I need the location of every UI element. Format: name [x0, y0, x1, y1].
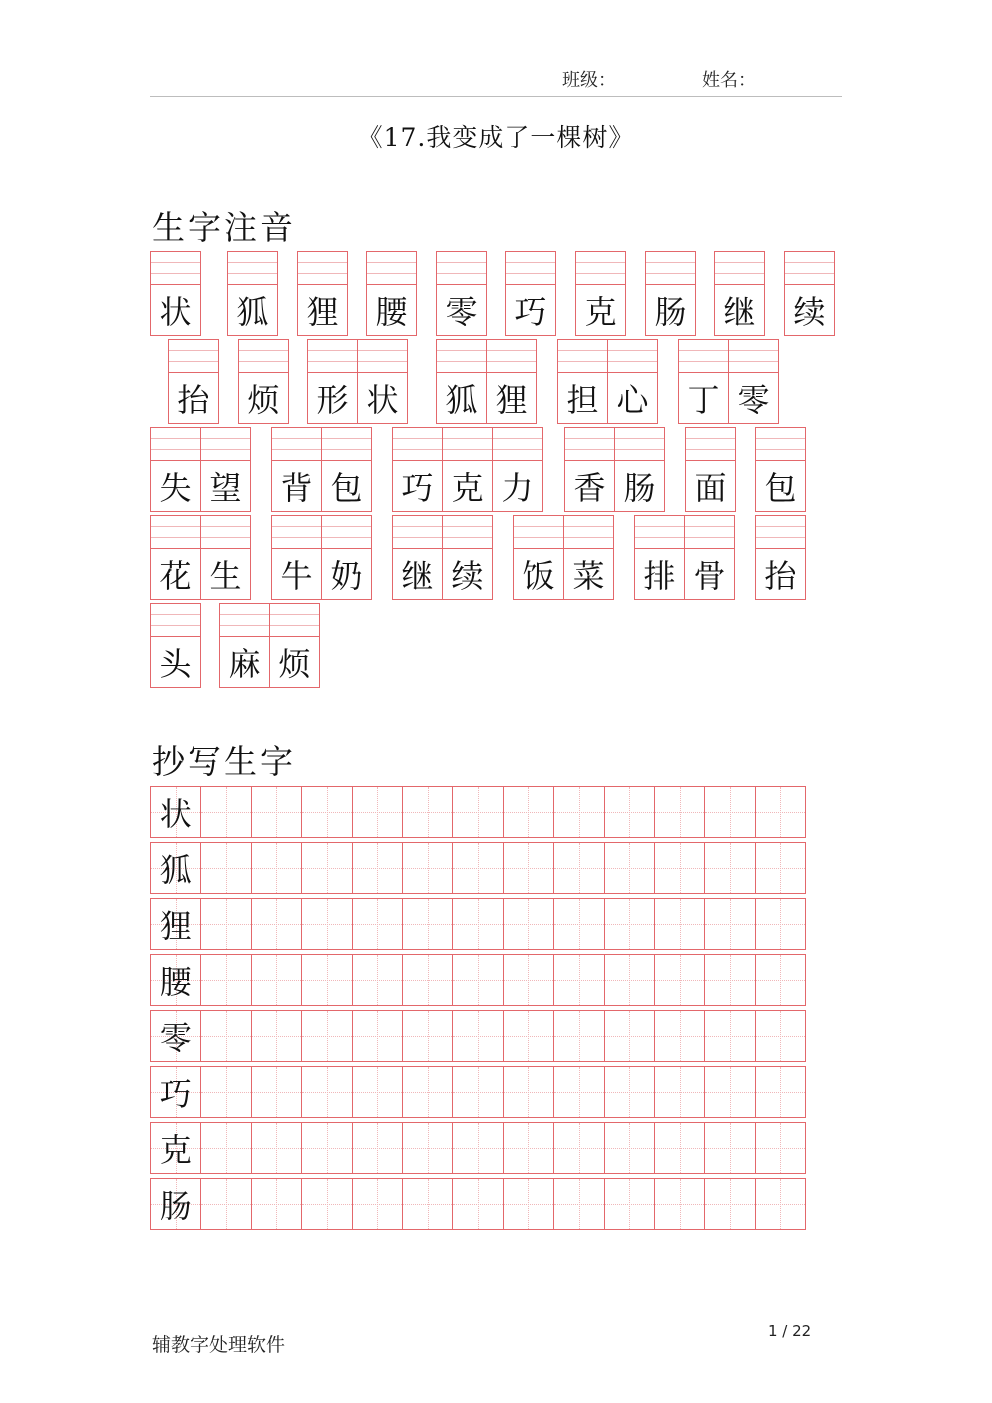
writing-square[interactable]	[402, 1066, 453, 1118]
pinyin-cell	[200, 515, 251, 600]
pinyin-cell	[200, 427, 251, 512]
pinyin-cell	[442, 515, 493, 600]
pinyin-cell	[150, 603, 201, 688]
pinyin-writing-lines[interactable]	[270, 604, 319, 637]
hanzi-character: 抬	[177, 381, 210, 419]
writing-square[interactable]	[251, 1178, 302, 1230]
model-character: 狐	[159, 851, 192, 889]
pinyin-word-box	[150, 427, 251, 512]
writing-square[interactable]	[402, 954, 453, 1006]
pinyin-writing-lines[interactable]	[169, 340, 218, 373]
writing-square[interactable]	[402, 786, 453, 838]
pinyin-word-box	[392, 515, 493, 600]
pinyin-cell	[645, 251, 696, 336]
writing-square[interactable]	[301, 842, 352, 894]
writing-square[interactable]	[503, 898, 554, 950]
writing-square[interactable]	[654, 842, 705, 894]
writing-square[interactable]	[604, 898, 655, 950]
copy-row	[150, 1010, 818, 1062]
writing-square[interactable]	[352, 1010, 403, 1062]
header-divider	[150, 96, 842, 97]
pinyin-cell	[678, 339, 729, 424]
pinyin-writing-lines[interactable]	[437, 340, 486, 373]
pinyin-cell	[492, 427, 543, 512]
writing-square[interactable]	[755, 1178, 806, 1230]
writing-square[interactable]	[452, 842, 503, 894]
writing-square[interactable]	[755, 1122, 806, 1174]
pinyin-writing-lines[interactable]	[272, 428, 321, 461]
pinyin-cell	[227, 251, 278, 336]
pinyin-writing-lines[interactable]	[785, 252, 834, 285]
hanzi-character: 心	[616, 381, 649, 419]
hanzi-character: 菜	[572, 557, 605, 595]
pinyin-word-box	[685, 427, 736, 512]
pinyin-word-box	[678, 339, 779, 424]
pinyin-cell	[564, 427, 615, 512]
pinyin-cell	[784, 251, 835, 336]
hanzi-character: 零	[445, 293, 478, 331]
writing-square[interactable]	[251, 1122, 302, 1174]
pinyin-writing-lines[interactable]	[322, 516, 371, 549]
pinyin-writing-lines[interactable]	[685, 516, 734, 549]
pinyin-writing-lines[interactable]	[228, 252, 277, 285]
writing-square[interactable]	[755, 842, 806, 894]
pinyin-cell	[271, 427, 322, 512]
pinyin-cell	[150, 515, 201, 600]
writing-square[interactable]	[200, 898, 251, 950]
writing-square[interactable]	[301, 1066, 352, 1118]
section-copy-title: 抄写生字	[152, 742, 296, 781]
pinyin-writing-lines[interactable]	[151, 516, 200, 549]
model-character-square	[150, 898, 201, 950]
copy-row	[150, 1066, 818, 1118]
section-pinyin-title: 生字注音	[152, 208, 296, 247]
writing-square[interactable]	[452, 1178, 503, 1230]
hanzi-character: 奶	[330, 557, 363, 595]
writing-square[interactable]	[553, 1122, 604, 1174]
writing-square[interactable]	[200, 1122, 251, 1174]
pinyin-word-box	[150, 603, 201, 688]
pinyin-writing-lines[interactable]	[729, 340, 778, 373]
writing-square[interactable]	[604, 1122, 655, 1174]
writing-square[interactable]	[251, 842, 302, 894]
hanzi-character: 续	[451, 557, 484, 595]
writing-square[interactable]	[704, 1178, 755, 1230]
pinyin-cell	[219, 603, 270, 688]
hanzi-character: 续	[793, 293, 826, 331]
pinyin-word-box	[564, 427, 665, 512]
writing-square[interactable]	[654, 1122, 705, 1174]
pinyin-word-box	[297, 251, 348, 336]
writing-square[interactable]	[553, 1066, 604, 1118]
hanzi-character: 肠	[623, 469, 656, 507]
pinyin-cell	[505, 251, 556, 336]
hanzi-character: 克	[584, 293, 617, 331]
hanzi-character: 失	[159, 469, 192, 507]
hanzi-character: 包	[764, 469, 797, 507]
writing-square[interactable]	[755, 786, 806, 838]
pinyin-cell	[150, 427, 201, 512]
pinyin-word-box	[436, 339, 537, 424]
hanzi-character: 巧	[514, 293, 547, 331]
model-character: 腰	[159, 963, 192, 1001]
model-character-square	[150, 1122, 201, 1174]
writing-square[interactable]	[251, 786, 302, 838]
model-character-square	[150, 1010, 201, 1062]
pinyin-word-box	[505, 251, 556, 336]
hanzi-character: 继	[723, 293, 756, 331]
pinyin-cell	[755, 515, 806, 600]
pinyin-cell	[271, 515, 322, 600]
model-character-square	[150, 786, 201, 838]
hanzi-character: 头	[159, 645, 192, 683]
model-character: 克	[159, 1131, 192, 1169]
model-character: 巧	[159, 1075, 192, 1113]
writing-square[interactable]	[604, 954, 655, 1006]
page-number: 1 / 22	[768, 1322, 812, 1340]
pinyin-cell	[392, 427, 443, 512]
writing-square[interactable]	[704, 842, 755, 894]
writing-square[interactable]	[704, 898, 755, 950]
writing-square[interactable]	[553, 954, 604, 1006]
pinyin-word-box	[755, 515, 806, 600]
writing-square[interactable]	[553, 898, 604, 950]
pinyin-writing-lines[interactable]	[715, 252, 764, 285]
hanzi-character: 烦	[278, 645, 311, 683]
writing-square[interactable]	[251, 898, 302, 950]
hanzi-character: 烦	[247, 381, 280, 419]
copy-row	[150, 1178, 818, 1230]
hanzi-character: 克	[451, 469, 484, 507]
writing-square[interactable]	[553, 842, 604, 894]
writing-square[interactable]	[553, 786, 604, 838]
writing-square[interactable]	[452, 1066, 503, 1118]
hanzi-character: 包	[330, 469, 363, 507]
pinyin-writing-lines[interactable]	[151, 252, 200, 285]
writing-square[interactable]	[452, 954, 503, 1006]
writing-square[interactable]	[704, 954, 755, 1006]
hanzi-character: 状	[159, 293, 192, 331]
pinyin-writing-lines[interactable]	[437, 252, 486, 285]
pinyin-writing-lines[interactable]	[393, 516, 442, 549]
pinyin-writing-lines[interactable]	[220, 604, 269, 637]
writing-square[interactable]	[301, 954, 352, 1006]
pinyin-writing-lines[interactable]	[322, 428, 371, 461]
writing-square[interactable]	[352, 1122, 403, 1174]
writing-square[interactable]	[654, 786, 705, 838]
hanzi-character: 背	[280, 469, 313, 507]
pinyin-writing-lines[interactable]	[576, 252, 625, 285]
writing-square[interactable]	[553, 1010, 604, 1062]
writing-square[interactable]	[301, 1122, 352, 1174]
hanzi-character: 狐	[236, 293, 269, 331]
pinyin-cell	[607, 339, 658, 424]
hanzi-character: 零	[737, 381, 770, 419]
pinyin-cell	[486, 339, 537, 424]
copy-row	[150, 1122, 818, 1174]
writing-square[interactable]	[704, 786, 755, 838]
hanzi-character: 望	[209, 469, 242, 507]
pinyin-cell	[392, 515, 443, 600]
name-label: 姓名：	[702, 70, 756, 91]
pinyin-writing-lines[interactable]	[298, 252, 347, 285]
writing-square[interactable]	[200, 1066, 251, 1118]
writing-square[interactable]	[402, 1010, 453, 1062]
pinyin-cell	[557, 339, 608, 424]
writing-square[interactable]	[452, 786, 503, 838]
pinyin-cell	[575, 251, 626, 336]
writing-square[interactable]	[654, 954, 705, 1006]
pinyin-writing-lines[interactable]	[679, 340, 728, 373]
hanzi-character: 面	[694, 469, 727, 507]
writing-square[interactable]	[604, 786, 655, 838]
writing-square[interactable]	[604, 1010, 655, 1062]
writing-square[interactable]	[200, 1010, 251, 1062]
writing-square[interactable]	[755, 898, 806, 950]
pinyin-cell	[307, 339, 358, 424]
copy-row	[150, 954, 818, 1006]
pinyin-writing-lines[interactable]	[358, 340, 407, 373]
writing-square[interactable]	[604, 842, 655, 894]
writing-square[interactable]	[654, 1010, 705, 1062]
pinyin-word-box	[168, 339, 219, 424]
pinyin-cell	[685, 427, 736, 512]
pinyin-writing-lines[interactable]	[308, 340, 357, 373]
model-character: 肠	[159, 1187, 192, 1225]
pinyin-writing-lines[interactable]	[367, 252, 416, 285]
pinyin-cell	[513, 515, 564, 600]
pinyin-writing-lines[interactable]	[151, 428, 200, 461]
pinyin-cell	[321, 515, 372, 600]
pinyin-cell	[366, 251, 417, 336]
pinyin-cell	[357, 339, 408, 424]
writing-square[interactable]	[452, 1122, 503, 1174]
pinyin-writing-lines[interactable]	[514, 516, 563, 549]
pinyin-cell	[297, 251, 348, 336]
writing-square[interactable]	[352, 842, 403, 894]
pinyin-word-box	[645, 251, 696, 336]
writing-square[interactable]	[604, 1178, 655, 1230]
writing-square[interactable]	[704, 1122, 755, 1174]
pinyin-word-box	[366, 251, 417, 336]
pinyin-writing-lines[interactable]	[564, 516, 613, 549]
writing-square[interactable]	[503, 1010, 554, 1062]
pinyin-writing-lines[interactable]	[565, 428, 614, 461]
writing-square[interactable]	[503, 1122, 554, 1174]
pinyin-word-box	[784, 251, 835, 336]
writing-square[interactable]	[503, 1178, 554, 1230]
model-character-square	[150, 1066, 201, 1118]
writing-square[interactable]	[402, 898, 453, 950]
writing-square[interactable]	[251, 954, 302, 1006]
hanzi-character: 肠	[654, 293, 687, 331]
pinyin-cell	[563, 515, 614, 600]
writing-square[interactable]	[402, 1122, 453, 1174]
pinyin-writing-lines[interactable]	[272, 516, 321, 549]
writing-square[interactable]	[352, 954, 403, 1006]
hanzi-character: 形	[316, 381, 349, 419]
writing-square[interactable]	[402, 1178, 453, 1230]
writing-square[interactable]	[301, 898, 352, 950]
pinyin-writing-lines[interactable]	[239, 340, 288, 373]
model-character: 狸	[159, 907, 192, 945]
hanzi-character: 花	[159, 557, 192, 595]
pinyin-cell	[714, 251, 765, 336]
pinyin-cell	[436, 339, 487, 424]
writing-square[interactable]	[704, 1010, 755, 1062]
copy-row	[150, 898, 818, 950]
pinyin-word-box	[634, 515, 735, 600]
pinyin-writing-lines[interactable]	[443, 516, 492, 549]
writing-square[interactable]	[503, 786, 554, 838]
writing-square[interactable]	[352, 898, 403, 950]
writing-square[interactable]	[503, 842, 554, 894]
writing-square[interactable]	[755, 1066, 806, 1118]
pinyin-word-box	[755, 427, 806, 512]
pinyin-word-box	[150, 251, 201, 336]
pinyin-cell	[755, 427, 806, 512]
writing-square[interactable]	[452, 898, 503, 950]
software-name: 辅教字处理软件	[152, 1334, 286, 1356]
pinyin-word-box	[513, 515, 614, 600]
writing-square[interactable]	[200, 1178, 251, 1230]
pinyin-cell	[150, 251, 201, 336]
pinyin-word-box	[219, 603, 320, 688]
pinyin-writing-lines[interactable]	[646, 252, 695, 285]
hanzi-character: 丁	[687, 381, 720, 419]
pinyin-cell	[238, 339, 289, 424]
pinyin-word-box	[557, 339, 658, 424]
writing-square[interactable]	[704, 1066, 755, 1118]
pinyin-cell	[614, 427, 665, 512]
pinyin-word-box	[271, 515, 372, 600]
pinyin-word-box	[271, 427, 372, 512]
hanzi-character: 巧	[401, 469, 434, 507]
pinyin-word-box	[436, 251, 487, 336]
writing-square[interactable]	[251, 1066, 302, 1118]
pinyin-writing-lines[interactable]	[493, 428, 542, 461]
pinyin-cell	[168, 339, 219, 424]
writing-square[interactable]	[503, 1066, 554, 1118]
hanzi-character: 狸	[306, 293, 339, 331]
writing-square[interactable]	[755, 1010, 806, 1062]
hanzi-character: 狸	[495, 381, 528, 419]
writing-square[interactable]	[200, 842, 251, 894]
hanzi-character: 力	[501, 469, 534, 507]
writing-square[interactable]	[301, 786, 352, 838]
model-character: 零	[159, 1019, 192, 1057]
pinyin-word-box	[575, 251, 626, 336]
writing-square[interactable]	[654, 1178, 705, 1230]
writing-square[interactable]	[402, 842, 453, 894]
pinyin-writing-lines[interactable]	[756, 516, 805, 549]
model-character: 状	[159, 795, 192, 833]
hanzi-character: 香	[573, 469, 606, 507]
pinyin-word-box	[714, 251, 765, 336]
model-character-square	[150, 954, 201, 1006]
hanzi-character: 排	[643, 557, 676, 595]
writing-square[interactable]	[654, 898, 705, 950]
pinyin-word-box	[238, 339, 289, 424]
writing-square[interactable]	[200, 786, 251, 838]
pinyin-cell	[442, 427, 493, 512]
pinyin-writing-lines[interactable]	[756, 428, 805, 461]
pinyin-writing-lines[interactable]	[686, 428, 735, 461]
pinyin-writing-lines[interactable]	[487, 340, 536, 373]
writing-square[interactable]	[755, 954, 806, 1006]
hanzi-character: 继	[401, 557, 434, 595]
pinyin-writing-lines[interactable]	[635, 516, 684, 549]
copy-row	[150, 786, 818, 838]
pinyin-writing-lines[interactable]	[443, 428, 492, 461]
model-character-square	[150, 1178, 201, 1230]
pinyin-cell	[269, 603, 320, 688]
pinyin-writing-lines[interactable]	[506, 252, 555, 285]
hanzi-character: 饭	[522, 557, 555, 595]
writing-square[interactable]	[604, 1066, 655, 1118]
pinyin-cell	[321, 427, 372, 512]
pinyin-writing-lines[interactable]	[558, 340, 607, 373]
hanzi-character: 抬	[764, 557, 797, 595]
pinyin-word-box	[150, 515, 251, 600]
writing-square[interactable]	[452, 1010, 503, 1062]
pinyin-writing-lines[interactable]	[201, 428, 250, 461]
hanzi-character: 担	[566, 381, 599, 419]
pinyin-word-box	[392, 427, 543, 512]
hanzi-character: 生	[209, 557, 242, 595]
pinyin-cell	[634, 515, 685, 600]
copy-row	[150, 842, 818, 894]
writing-square[interactable]	[352, 786, 403, 838]
pinyin-writing-lines[interactable]	[201, 516, 250, 549]
writing-square[interactable]	[352, 1066, 403, 1118]
hanzi-character: 狐	[445, 381, 478, 419]
hanzi-character: 骨	[693, 557, 726, 595]
pinyin-writing-lines[interactable]	[608, 340, 657, 373]
writing-square[interactable]	[251, 1010, 302, 1062]
pinyin-writing-lines[interactable]	[393, 428, 442, 461]
hanzi-character: 麻	[228, 645, 261, 683]
writing-square[interactable]	[352, 1178, 403, 1230]
hanzi-character: 牛	[280, 557, 313, 595]
pinyin-cell	[436, 251, 487, 336]
writing-square[interactable]	[553, 1178, 604, 1230]
writing-square[interactable]	[301, 1010, 352, 1062]
pinyin-writing-lines[interactable]	[151, 604, 200, 637]
pinyin-writing-lines[interactable]	[615, 428, 664, 461]
class-label: 班级：	[562, 70, 616, 91]
writing-square[interactable]	[301, 1178, 352, 1230]
pinyin-cell	[684, 515, 735, 600]
hanzi-character: 状	[366, 381, 399, 419]
model-character-square	[150, 842, 201, 894]
pinyin-cell	[728, 339, 779, 424]
hanzi-character: 腰	[375, 293, 408, 331]
writing-square[interactable]	[654, 1066, 705, 1118]
pinyin-word-box	[307, 339, 408, 424]
writing-square[interactable]	[200, 954, 251, 1006]
writing-square[interactable]	[503, 954, 554, 1006]
pinyin-word-box	[227, 251, 278, 336]
page-title: 《17.我变成了一棵树》	[357, 123, 635, 152]
